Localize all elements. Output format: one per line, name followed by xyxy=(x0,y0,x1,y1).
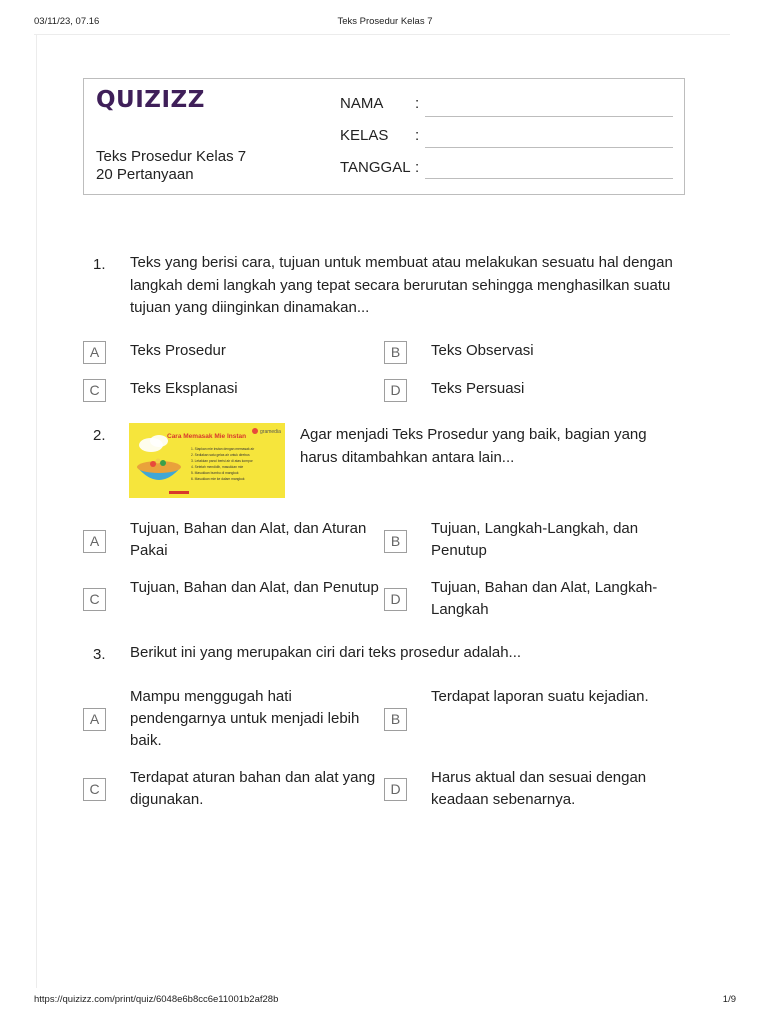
option-line: Terdapat laporan suatu kejadian. xyxy=(431,688,649,705)
option-line: Teks Eksplanasi xyxy=(130,380,238,397)
image-title: Cara Memasak Mie Instan xyxy=(167,433,247,440)
option-c-text xyxy=(130,577,379,599)
question-number: 3. xyxy=(93,646,106,663)
quiz-title: Teks Prosedur Kelas 7 xyxy=(96,148,247,165)
option-line: keadaan sebenarnya. xyxy=(431,791,576,808)
option-a-text xyxy=(130,518,366,562)
print-footer xyxy=(34,994,736,1008)
option-d-text xyxy=(431,378,524,400)
image-step: 4. Setelah mendidih, masukkan mie xyxy=(191,465,244,469)
print-url[interactable]: https://quizizz.com/print/quiz/6048e6b8cc6e11001b2af28b xyxy=(34,994,279,1005)
option-a-box[interactable]: A xyxy=(83,530,106,553)
question-number: 1. xyxy=(93,256,106,273)
field-colon: : xyxy=(415,127,420,144)
option-a-text xyxy=(130,686,359,752)
option-line: Penutup xyxy=(431,542,487,559)
field-colon: : xyxy=(415,95,420,112)
image-step: 1. Siapkan mie instan dengan memasak air xyxy=(191,447,255,451)
question-line: tujuan yang diinginkan dinamakan... xyxy=(130,299,370,316)
option-line: Tujuan, Langkah-Langkah, dan xyxy=(431,520,639,537)
option-b-text xyxy=(431,686,649,708)
option-line: Mampu menggugah hati xyxy=(130,688,292,705)
option-line: Tujuan, Bahan dan Alat, dan Aturan xyxy=(130,520,367,537)
option-c-text xyxy=(130,767,375,811)
option-line: baik. xyxy=(130,732,162,749)
field-label-nama: NAMA xyxy=(340,95,384,112)
option-b-text xyxy=(431,340,534,362)
option-line: Harus aktual dan sesuai dengan xyxy=(431,769,647,786)
field-label-kelas: KELAS xyxy=(340,127,389,144)
option-d-box[interactable]: D xyxy=(384,778,407,801)
option-c-box[interactable]: C xyxy=(83,588,106,611)
question-line: harus ditambahkan antara lain... xyxy=(300,448,515,466)
field-label-tanggal: TANGGAL xyxy=(340,159,411,176)
option-c-box[interactable]: C xyxy=(83,379,106,402)
question-text xyxy=(130,642,521,665)
option-d-text xyxy=(431,767,646,811)
option-a-box[interactable]: A xyxy=(83,341,106,364)
image-step: 2. Sediakan satu gelas air untuk direbus xyxy=(191,453,250,457)
page-top-rule xyxy=(34,34,730,35)
question-line: Teks yang berisi cara, tujuan untuk membuat atau melakukan sesuatu hal dengan xyxy=(130,254,673,271)
option-line: Teks Observasi xyxy=(431,342,534,359)
date-input-line[interactable] xyxy=(425,178,673,179)
print-date: 03/11/23, 07.16 xyxy=(34,16,100,27)
class-input-line[interactable] xyxy=(425,147,673,148)
option-d-text xyxy=(431,577,657,621)
question-line: Berikut ini yang merupakan ciri dari teks prosedur adalah... xyxy=(130,644,522,661)
option-line: Langkah xyxy=(431,601,489,618)
question-number: 2. xyxy=(93,427,106,444)
option-line: digunakan. xyxy=(130,791,204,808)
option-d-box[interactable]: D xyxy=(384,588,407,611)
option-a-text xyxy=(130,340,226,362)
field-colon: : xyxy=(415,159,420,176)
option-b-text xyxy=(431,518,638,562)
option-line: Teks Prosedur xyxy=(130,342,226,359)
option-d-box[interactable]: D xyxy=(384,379,407,402)
option-line: Tujuan, Bahan dan Alat, Langkah- xyxy=(431,579,658,596)
image-step: 5. Masukkan bumbu di mangkuk xyxy=(191,471,239,475)
option-c-box[interactable]: C xyxy=(83,778,106,801)
quiz-info-box xyxy=(83,78,685,195)
image-step: 3. Letakkan panci berisi air di atas kompor xyxy=(191,459,253,463)
question-text xyxy=(130,252,673,320)
option-b-box[interactable]: B xyxy=(384,708,407,731)
quiz-question-count: 20 Pertanyaan xyxy=(96,166,194,183)
option-line: Teks Persuasi xyxy=(431,380,525,397)
question-line: langkah demi langkah yang tepat secara berurutan sehingga menghasilkan suatu xyxy=(130,276,671,294)
page-number: 1/9 xyxy=(722,994,736,1005)
question-image xyxy=(129,423,285,498)
option-b-box[interactable]: B xyxy=(384,341,407,364)
instant-noodle-illustration xyxy=(129,423,285,498)
option-line: pendengarnya untuk menjadi lebih xyxy=(130,710,360,727)
quizizz-logo: QUIZIZZ xyxy=(96,87,205,113)
option-line: Pakai xyxy=(130,542,168,559)
option-a-box[interactable]: A xyxy=(83,708,106,731)
print-title: Teks Prosedur Kelas 7 xyxy=(337,16,433,27)
image-step: 6. Masukkan mie ke dalam mangkuk xyxy=(191,477,245,481)
question-text xyxy=(300,424,647,469)
name-input-line[interactable] xyxy=(425,116,673,117)
option-c-text xyxy=(130,378,238,400)
page-left-rule xyxy=(36,34,37,988)
print-header xyxy=(34,16,736,30)
option-b-box[interactable]: B xyxy=(384,530,407,553)
question-line: Agar menjadi Teks Prosedur yang baik, bagian yang xyxy=(300,426,647,443)
option-line: Tujuan, Bahan dan Alat, dan Penutup xyxy=(130,579,379,596)
image-brand: gramedia xyxy=(260,429,281,435)
option-line: Terdapat aturan bahan dan alat yang xyxy=(130,769,376,786)
